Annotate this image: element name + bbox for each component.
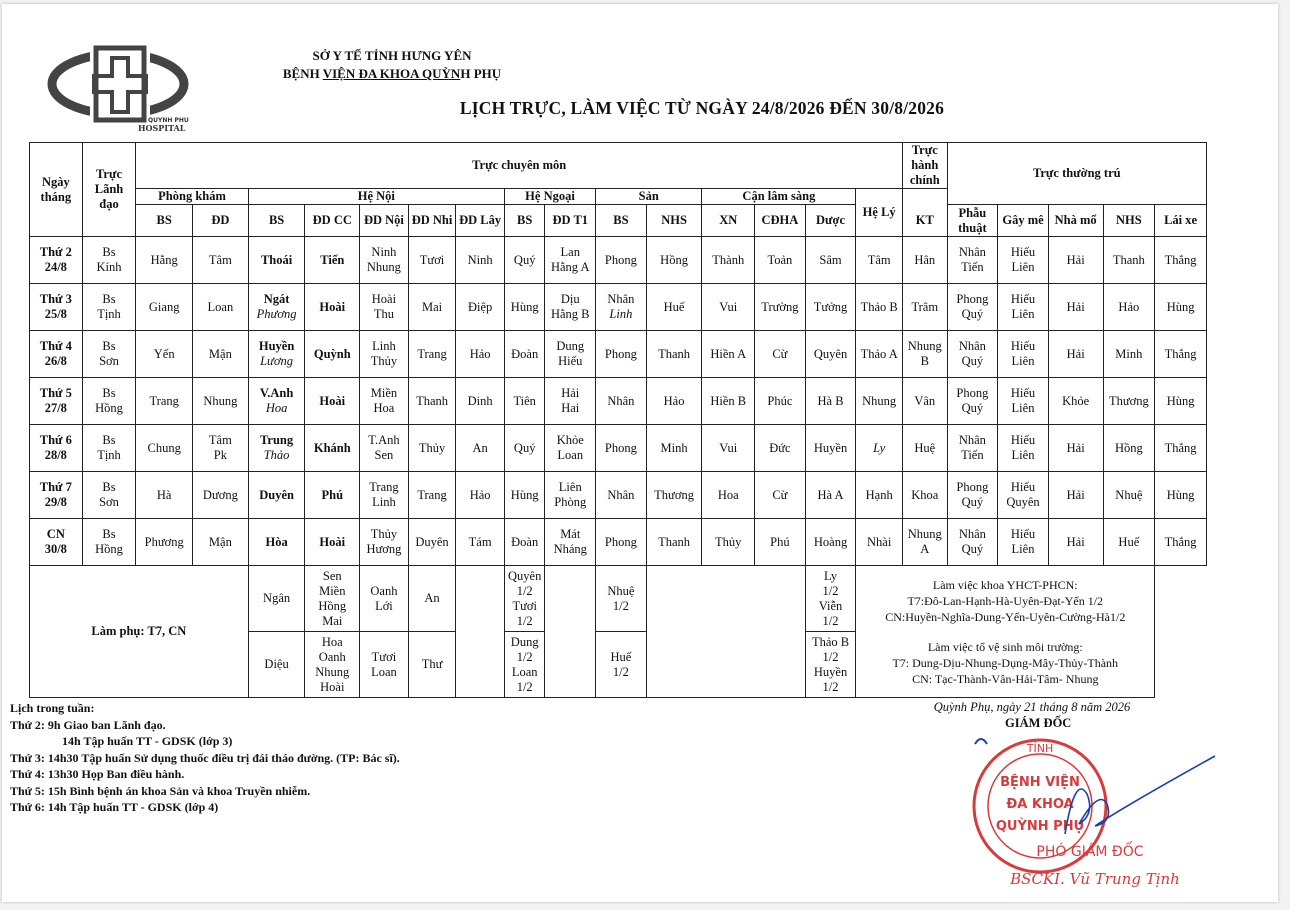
duty-cell: V.Anh Hoa xyxy=(248,378,305,425)
duty-schedule-table xyxy=(29,142,1207,698)
duty-cell: Trang xyxy=(408,472,456,519)
duty-cell: Hảo xyxy=(456,331,505,378)
duty-cell: Thoái xyxy=(248,237,305,284)
col-ngoai-bs: BS xyxy=(504,205,545,237)
duty-cell: Trung Thảo xyxy=(248,425,305,472)
extra-a-bs: Ngân xyxy=(248,566,305,632)
duty-cell: Phong xyxy=(596,519,647,566)
duty-cell: Phúc xyxy=(755,378,806,425)
duty-cell: Hải xyxy=(1048,425,1103,472)
duty-cell: Cừ xyxy=(755,331,806,378)
duty-cell: Hoa xyxy=(702,472,755,519)
extra-notes xyxy=(856,566,1155,698)
header-professional: Trực chuyên môn xyxy=(136,143,903,189)
note-line: Thứ 2: 9h Giao ban Lãnh đạo. xyxy=(10,717,166,732)
duty-cell: Phú xyxy=(305,472,360,519)
header-resident: Trực thường trú xyxy=(947,143,1206,205)
duty-cell: Hảo xyxy=(1103,284,1155,331)
header-admin: Trực hành chính xyxy=(902,143,947,189)
duty-cell: Nhân xyxy=(596,472,647,519)
deputy-title: PHÓ GIÁM ĐỐC xyxy=(1036,844,1144,860)
duty-cell: Nhuệ xyxy=(1103,472,1155,519)
duty-cell: Duyên xyxy=(248,472,305,519)
duty-cell: Quyên xyxy=(805,331,856,378)
group-surgery: Hệ Ngoại xyxy=(504,189,595,205)
duty-cell: Hải Hai xyxy=(545,378,596,425)
extra-a-t1: Quyên 1/2 Tươi 1/2 xyxy=(504,566,545,632)
duty-cell: Trường xyxy=(755,284,806,331)
duty-cell: Hiền A xyxy=(702,331,755,378)
duty-cell: Khoa xyxy=(902,472,947,519)
row-day: Thứ 4 26/8 xyxy=(30,331,83,378)
duty-cell: Phương xyxy=(136,519,193,566)
table-row xyxy=(30,284,1207,331)
duty-cell: Đoàn xyxy=(504,331,545,378)
duty-cell: Nhân Tiến xyxy=(947,425,998,472)
duty-cell: Huệ xyxy=(902,425,947,472)
row-leader: Bs Tịnh xyxy=(82,425,136,472)
duty-cell: Huyền xyxy=(805,425,856,472)
duty-cell: Thủy xyxy=(408,425,456,472)
duty-cell: Phong xyxy=(596,331,647,378)
hospital-logo xyxy=(46,42,192,134)
extra-empty-para xyxy=(646,566,805,698)
duty-cell: Hiếu Quyên xyxy=(998,472,1049,519)
duty-cell: Hoài xyxy=(305,284,360,331)
duty-cell: Toản xyxy=(755,237,806,284)
admin-spacer xyxy=(902,189,947,205)
vs-t7: T7: Dung-Dịu-Nhung-Dụng-Mây-Thủy-Thành xyxy=(892,655,1119,670)
col-cdha: CĐHA xyxy=(755,205,806,237)
duty-cell: Quý xyxy=(504,425,545,472)
col-phau-thuat: Phẫu thuật xyxy=(947,205,998,237)
duty-cell: Hiếu Liên xyxy=(998,331,1049,378)
director-title: GIÁM ĐỐC xyxy=(1005,716,1072,730)
col-duoc: Dược xyxy=(805,205,856,237)
duty-cell: Tưởng xyxy=(805,284,856,331)
duty-cell: Hoàng xyxy=(805,519,856,566)
duty-cell: Hồng xyxy=(1103,425,1155,472)
duty-cell: Lan Hằng A xyxy=(545,237,596,284)
table-row xyxy=(30,331,1207,378)
note-line: 14h Tập huấn TT - GDSK (lớp 3) xyxy=(62,734,233,748)
duty-cell: Trâm xyxy=(902,284,947,331)
duty-cell: Tâm xyxy=(193,237,249,284)
duty-cell: Nhân Linh xyxy=(596,284,647,331)
duty-cell: Mai xyxy=(408,284,456,331)
duty-cell: Thương xyxy=(646,472,702,519)
duty-cell: Nhân Tiến xyxy=(947,237,998,284)
duty-cell: Hảo xyxy=(646,378,702,425)
duty-cell: Mận xyxy=(193,519,249,566)
row-leader: Bs Sơn xyxy=(82,331,136,378)
duty-cell: An xyxy=(456,425,505,472)
duty-cell: Minh xyxy=(1103,331,1155,378)
yhct-title: Làm việc khoa YHCT-PHCN: xyxy=(932,577,1078,592)
table-row xyxy=(30,519,1207,566)
duty-cell: Phong Quý xyxy=(947,284,998,331)
duty-cell: Hạnh xyxy=(856,472,903,519)
extra-b-nhs: Huế 1/2 xyxy=(596,632,647,698)
stamp-line-1: TỈNH xyxy=(1026,742,1054,755)
col-gay-me: Gây mê xyxy=(998,205,1049,237)
extra-b-t1: Dung 1/2 Loan 1/2 xyxy=(504,632,545,698)
signer-name: BSCKI. Vũ Trung Tịnh xyxy=(1010,870,1180,888)
table-row xyxy=(30,237,1207,284)
col-kt: KT xyxy=(902,205,947,237)
col-lai-xe: Lái xe xyxy=(1155,205,1207,237)
duty-cell: Miền Hoa xyxy=(360,378,409,425)
duty-cell: Tám xyxy=(456,519,505,566)
row-day: Thứ 7 29/8 xyxy=(30,472,83,519)
extra-b-nhi: Tươi Loan xyxy=(360,632,409,698)
duty-cell: Minh xyxy=(646,425,702,472)
extra-empty-bs xyxy=(456,566,505,698)
duty-cell: Tiên xyxy=(504,378,545,425)
duty-cell: Dung Hiếu xyxy=(545,331,596,378)
duty-cell: Thắng xyxy=(1155,425,1207,472)
group-clinic: Phòng khám xyxy=(136,189,248,205)
vs-title: Làm việc tổ vệ sinh môi trường: xyxy=(927,639,1083,654)
duty-cell: Hà A xyxy=(805,472,856,519)
stamp-line-4: QUỲNH PHỤ xyxy=(995,819,1085,834)
col-noi-ddlay: ĐD Lây xyxy=(456,205,505,237)
schedule-document xyxy=(2,4,1278,902)
row-leader: Bs Hồng xyxy=(82,378,136,425)
duty-cell: Thanh xyxy=(408,378,456,425)
duty-cell: Hùng xyxy=(1155,472,1207,519)
duty-cell: Ninh xyxy=(456,237,505,284)
duty-cell: Dinh xyxy=(456,378,505,425)
duty-cell: Tươi xyxy=(408,237,456,284)
duty-cell: Tâm xyxy=(856,237,903,284)
weekly-notes xyxy=(10,700,710,816)
duty-cell: Hà xyxy=(136,472,193,519)
extra-b-lay: Thư xyxy=(408,632,456,698)
row-day: Thứ 6 28/8 xyxy=(30,425,83,472)
col-tt-nhs: NHS xyxy=(1103,205,1155,237)
yhct-t7: T7:Đô-Lan-Hạnh-Hà-Uyên-Đạt-Yến 1/2 xyxy=(907,593,1104,608)
duty-cell: Phong xyxy=(596,425,647,472)
duty-cell: Hiếu Liên xyxy=(998,519,1049,566)
duty-cell: Trang xyxy=(408,331,456,378)
logo-text-bottom: HOSPITAL xyxy=(138,123,186,133)
duty-cell: Thảo A xyxy=(856,331,903,378)
duty-cell: Quỳnh xyxy=(305,331,360,378)
duty-cell: Cừ xyxy=(755,472,806,519)
table-row xyxy=(30,378,1207,425)
duty-cell: Hải xyxy=(1048,284,1103,331)
duty-cell: Nhân Quý xyxy=(947,519,998,566)
duty-cell: Hiếu Liên xyxy=(998,378,1049,425)
col-san-bs: BS xyxy=(596,205,647,237)
duty-cell: Hân xyxy=(902,237,947,284)
duty-cell: Hoài xyxy=(305,519,360,566)
extra-a-noi: Sen Miền Hồng Mai xyxy=(305,566,360,632)
duty-cell: Chung xyxy=(136,425,193,472)
department-name: SỞ Y TẾ TỈNH HƯNG YÊN xyxy=(312,48,472,63)
row-leader: Bs Tịnh xyxy=(82,284,136,331)
duty-cell: Thủy Hương xyxy=(360,519,409,566)
duty-cell: Điệp xyxy=(456,284,505,331)
duty-cell: Dịu Hằng B xyxy=(545,284,596,331)
duty-cell: Sâm xyxy=(805,237,856,284)
duty-cell: Hùng xyxy=(504,284,545,331)
duty-cell: Vân xyxy=(902,378,947,425)
duty-cell: Hà B xyxy=(805,378,856,425)
duty-cell: Nhung xyxy=(856,378,903,425)
row-leader: Bs Hồng xyxy=(82,519,136,566)
duty-cell: Trang Linh xyxy=(360,472,409,519)
col-clinic-bs: BS xyxy=(136,205,193,237)
duty-cell: Huế xyxy=(1103,519,1155,566)
duty-cell: Ninh Nhung xyxy=(360,237,409,284)
duty-cell: Duyên xyxy=(408,519,456,566)
stamp-line-3: ĐA KHOA xyxy=(1006,797,1074,812)
duty-cell: Thảo B xyxy=(856,284,903,331)
duty-cell: Hải xyxy=(1048,237,1103,284)
extra-b-bs: Diệu xyxy=(248,632,305,698)
note-line: Thứ 4: 13h30 Họp Ban điều hành. xyxy=(10,767,185,781)
duty-cell: Khỏe xyxy=(1048,378,1103,425)
duty-cell: Hoài xyxy=(305,378,360,425)
duty-cell: Phong xyxy=(596,237,647,284)
duty-cell: Đoàn xyxy=(504,519,545,566)
duty-cell: Thanh xyxy=(646,331,702,378)
page-title: LỊCH TRỰC, LÀM VIỆC TỪ NGÀY 24/8/2026 ĐẾN 30/8/2026 xyxy=(459,98,945,118)
place-date: Quỳnh Phụ, ngày 21 tháng 8 năm 2026 xyxy=(933,700,1131,714)
extra-a-ly: Ly 1/2 Viễn 1/2 xyxy=(805,566,856,632)
duty-cell: Loan xyxy=(193,284,249,331)
duty-cell: T.Anh Sen xyxy=(360,425,409,472)
duty-cell: Thành xyxy=(702,237,755,284)
duty-cell: Tiến xyxy=(305,237,360,284)
duty-cell: Thanh xyxy=(1103,237,1155,284)
duty-cell: Ngát Phương xyxy=(248,284,305,331)
duty-cell: Nhân xyxy=(596,378,647,425)
row-leader: Bs Sơn xyxy=(82,472,136,519)
logo-text-top: QUYNH PHU xyxy=(148,117,189,124)
extra-a-lay: An xyxy=(408,566,456,632)
vs-cn: CN: Tạc-Thành-Vân-Hải-Tâm- Nhung xyxy=(912,671,1099,686)
duty-cell: Thanh xyxy=(646,519,702,566)
row-day: CN 30/8 xyxy=(30,519,83,566)
duty-cell: Liên Phòng xyxy=(545,472,596,519)
group-obstetrics: Sản xyxy=(596,189,702,205)
hospital-name: BỆNH VIỆN ĐA KHOA QUỲNH PHỤ xyxy=(282,66,502,81)
duty-cell: Hoài Thu xyxy=(360,284,409,331)
duty-cell: Nhân Quý xyxy=(947,331,998,378)
duty-cell: Ly xyxy=(856,425,903,472)
duty-cell: Mát Nháng xyxy=(545,519,596,566)
extra-a-nhs: Nhuệ 1/2 xyxy=(596,566,647,632)
duty-cell: Nhung B xyxy=(902,331,947,378)
duty-cell: Hiền B xyxy=(702,378,755,425)
col-xn: XN xyxy=(702,205,755,237)
col-noi-ddcc: ĐD CC xyxy=(305,205,360,237)
col-nha-mo: Nhà mổ xyxy=(1048,205,1103,237)
col-ngoai-ddt1: ĐD T1 xyxy=(545,205,596,237)
row-day: Thứ 3 25/8 xyxy=(30,284,83,331)
stamp-line-2: BỆNH VIỆN xyxy=(1000,775,1080,790)
extra-b-noi: Hoa Oanh Nhung Hoài xyxy=(305,632,360,698)
duty-cell: Hải xyxy=(1048,519,1103,566)
table-row xyxy=(30,472,1207,519)
group-internal: Hệ Nội xyxy=(248,189,504,205)
duty-cell: Huế xyxy=(646,284,702,331)
duty-cell: Linh Thủy xyxy=(360,331,409,378)
col-noi-ddnoi: ĐD Nội xyxy=(360,205,409,237)
official-stamp xyxy=(970,724,1230,904)
duty-cell: Nhung A xyxy=(902,519,947,566)
duty-cell: Hiếu Liên xyxy=(998,237,1049,284)
duty-cell: Đức xyxy=(755,425,806,472)
duty-cell: Vui xyxy=(702,284,755,331)
duty-cell: Thắng xyxy=(1155,331,1207,378)
duty-cell: Hải xyxy=(1048,472,1103,519)
col-clinic-dd: ĐD xyxy=(193,205,249,237)
duty-cell: Phong Quý xyxy=(947,378,998,425)
duty-cell: Hòa xyxy=(248,519,305,566)
extra-a-nhi: Oanh Lới xyxy=(360,566,409,632)
duty-cell: Huyền Lương xyxy=(248,331,305,378)
duty-cell: Mận xyxy=(193,331,249,378)
col-noi-bs: BS xyxy=(248,205,305,237)
duty-cell: Hiếu Liên xyxy=(998,425,1049,472)
duty-cell: Vui xyxy=(702,425,755,472)
extra-b-ly: Thảo B 1/2 Huyền 1/2 xyxy=(805,632,856,698)
col-san-nhs: NHS xyxy=(646,205,702,237)
duty-cell: Hải xyxy=(1048,331,1103,378)
duty-cell: Hùng xyxy=(1155,378,1207,425)
note-line: Thứ 5: 15h Bình bệnh án khoa Sản và khoa Truyền nhiễm. xyxy=(10,783,311,798)
yhct-cn: CN:Huyền-Nghĩa-Dung-Yến-Uyên-Cường-Hà1/2 xyxy=(885,609,1126,624)
duty-cell: Thắng xyxy=(1155,237,1207,284)
row-day: Thứ 5 27/8 xyxy=(30,378,83,425)
duty-cell: Quý xyxy=(504,237,545,284)
note-line: Thứ 3: 14h30 Tập huấn Sử dụng thuốc điều trị đái tháo đường. (TP: Bác sĩ). xyxy=(10,750,400,765)
extra-label: Làm phụ: T7, CN xyxy=(30,566,249,698)
duty-cell: Nhài xyxy=(856,519,903,566)
row-day: Thứ 2 24/8 xyxy=(30,237,83,284)
duty-cell: Hùng xyxy=(1155,284,1207,331)
duty-cell: Khánh xyxy=(305,425,360,472)
group-he-ly: Hệ Lý xyxy=(856,189,903,237)
duty-cell: Thắng xyxy=(1155,519,1207,566)
col-noi-ddnhi: ĐD Nhi xyxy=(408,205,456,237)
duty-cell: Dương xyxy=(193,472,249,519)
row-leader: Bs Kính xyxy=(82,237,136,284)
duty-cell: Hồng xyxy=(646,237,702,284)
duty-cell: Trang xyxy=(136,378,193,425)
duty-cell: Tâm Pk xyxy=(193,425,249,472)
group-paraclinical: Cận lâm sàng xyxy=(702,189,856,205)
duty-cell: Hùng xyxy=(504,472,545,519)
table-row xyxy=(30,425,1207,472)
extra-empty-sanbs xyxy=(545,566,596,698)
header-leader: Trực Lãnh đạo xyxy=(82,143,136,237)
notes-title: Lịch trong tuần: xyxy=(10,701,95,715)
duty-cell: Khỏe Loan xyxy=(545,425,596,472)
duty-cell: Phong Quý xyxy=(947,472,998,519)
duty-cell: Thương xyxy=(1103,378,1155,425)
duty-cell: Phú xyxy=(755,519,806,566)
duty-cell: Hằng xyxy=(136,237,193,284)
duty-cell: Thủy xyxy=(702,519,755,566)
duty-cell: Hiếu Liên xyxy=(998,284,1049,331)
duty-cell: Yến xyxy=(136,331,193,378)
header-day: Ngày tháng xyxy=(30,143,83,237)
duty-cell: Nhung xyxy=(193,378,249,425)
duty-cell: Giang xyxy=(136,284,193,331)
duty-cell: Hảo xyxy=(456,472,505,519)
note-line: Thứ 6: 14h Tập huấn TT - GDSK (lớp 4) xyxy=(10,800,219,814)
